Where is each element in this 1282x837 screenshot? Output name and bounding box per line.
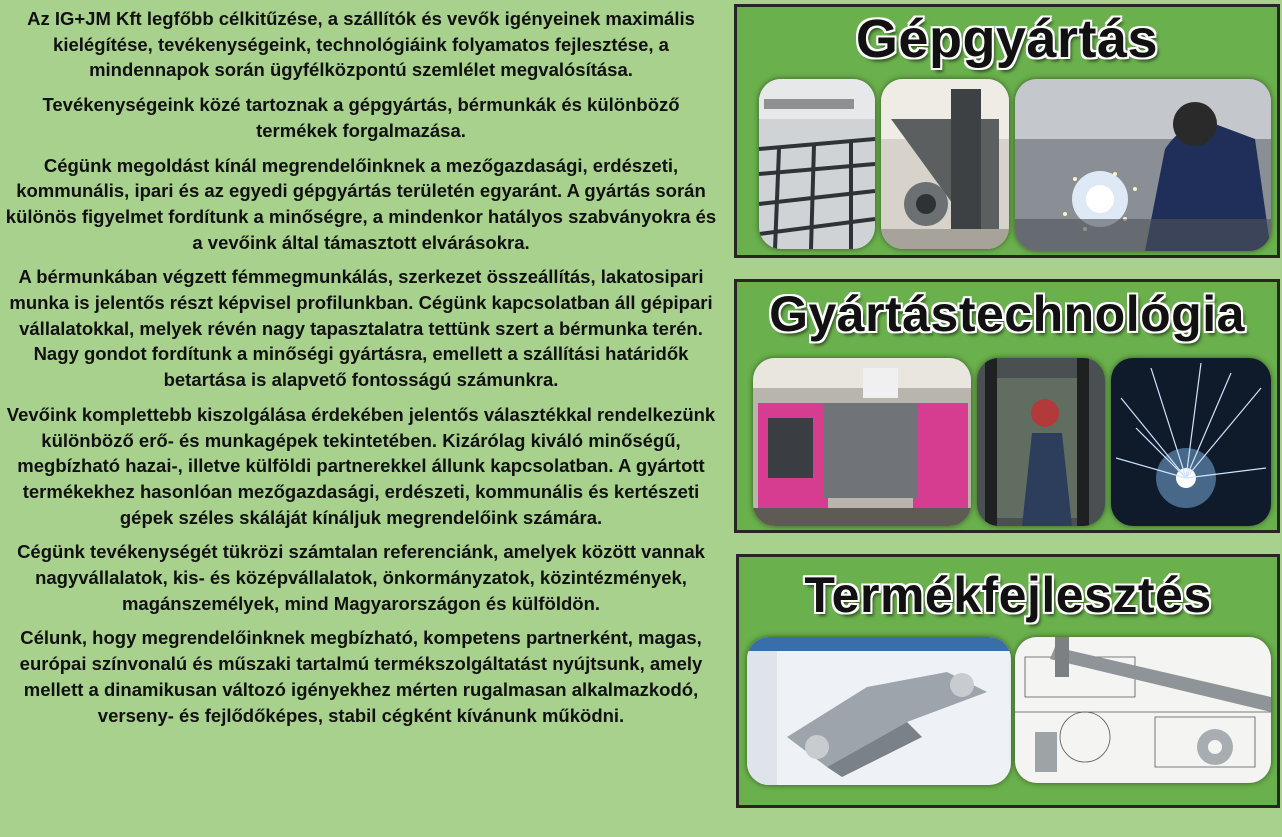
intro-paragraph: A bérmunkában végzett fémmegmunkálás, szerkezet összeállítás, lakatosipari munka is jelentős részt képvisel profilunkban. Cégünk kapcsolatban áll gépipari vállalatokkal, melyek révén nagy tapasztalatra tettünk szert a bérmunka terén. Nagy gondot fordítunk a minőségi gyártásra, emellett a szállítási határidők betartása is alapvető fontosságú számunkra. <box>9 266 713 391</box>
welder-photo <box>1015 79 1271 251</box>
cnc-lathe-photo <box>753 358 971 526</box>
welding-booth-photo <box>977 358 1105 526</box>
panel-gepgyartas <box>734 4 1280 258</box>
steel-frame-photo <box>759 79 875 249</box>
intro-paragraph: Az IG+JM Kft legfőbb célkitűzése, a szállítók és vevők igényeinek maximális kielégítése, tevékenységeink, technológiáink folyamatos fejlesztése, a mindennapok során ügyfélközpontú szemlélet megvalósítása. <box>27 8 695 81</box>
conveyor-machine-photo <box>881 79 1009 249</box>
cad-model-photo <box>747 637 1011 785</box>
intro-paragraph: Cégünk megoldást kínál megrendelőinknek a mezőgazdasági, erdészeti, kommunális, ipari és az egyedi gépgyártás területén egyaránt. A gyártás során különös figyelmet fordítunk a minőségre, a mindenkor hatályos szabványokra és a vevőink által támasztott elvárásokra. <box>5 154 717 253</box>
technical-drawing-photo <box>1015 637 1271 783</box>
panel-title-termekfejlesztes: Termékfejlesztés <box>804 567 1212 623</box>
panel-gyartastechnologia <box>734 279 1280 533</box>
panel-termekfejlesztes <box>736 554 1280 808</box>
intro-paragraph: Tevékenységeink közé tartoznak a gépgyártás, bérmunkák és különböző termékek forgalmazása. <box>42 94 680 141</box>
welding-sparks-photo <box>1111 358 1271 526</box>
intro-text-column <box>0 6 722 737</box>
intro-paragraph: Cégünk tevékenységét tükrözi számtalan referenciánk, amelyek között vannak nagyvállalatok, kis- és középvállalatok, önkormányzatok, közintézmények, magánszemélyek, mind Magyarországon és külföldön. <box>17 541 705 614</box>
intro-paragraph: Célunk, hogy megrendelőinknek megbízható, kompetens partnerként, magas, európai színvonalú és műszaki tartalmú termékszolgáltatást nyújtsunk, amely mellett a dinamikusan változó igényekhez mérten rugalmasan alkalmazkodó, verseny- és fejlődőképes, stabil cégként kívánunk működni. <box>19 627 703 726</box>
panel-title-gyartastechnologia: Gyártástechnológia <box>769 286 1245 342</box>
intro-paragraph: Vevőink komplettebb kiszolgálása érdekében jelentős választékkal rendelkezünk különböző erő- és munkagépek tekintetében. Kizárólag kiváló minőségű, megbízható hazai-, illetve külföldi partnerekkel állunk kapcsolatban. A gyártott termékekhez hasonlóan mezőgazdasági, erdészeti, kommunális és kertészeti gépek széles skáláját kínáljuk megrendelőink számára. <box>6 403 716 528</box>
panel-title-gepgyartas: Gépgyártás <box>855 9 1159 69</box>
